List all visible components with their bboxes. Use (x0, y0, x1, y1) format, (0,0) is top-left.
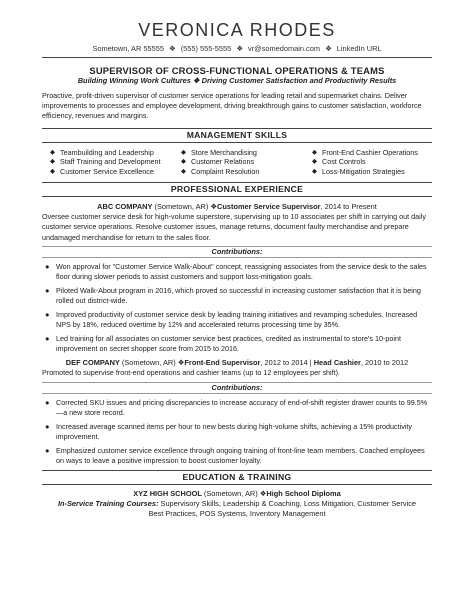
bullet-text: Led training for all associates on customer service best practices, credited as instrumental to store's 10-point improvement on secret shopper score from 2015 to 2016. (56, 334, 401, 354)
contact-phone: (555) 555-5555 (180, 44, 232, 53)
tagline-right: Driving Customer Satisfaction and Productivity Results (201, 76, 397, 85)
bullet-text: Increased average scanned items per hour to new bests during high-volume shifts, achieving a 15% productivity improvement. (56, 421, 412, 441)
bullet-icon: ● (45, 421, 50, 431)
diploma: High School Diploma (266, 489, 341, 499)
company-name: DEF COMPANY (65, 358, 120, 368)
diamond-bullet-icon: ◆ (50, 158, 56, 166)
job-dates: , 2010 to 2012 (360, 358, 409, 368)
profile-summary: Proactive, profit-driven supervisor of customer service operations for leading retail and supermarket chains. Deliver improvements to processes and employee development, driving breakthrough gains to customer satisfaction, workforce efficiency, revenues and margins. (42, 91, 422, 121)
skill-item (181, 148, 312, 158)
school-line (42, 489, 432, 499)
contributions-heading: Contributions: (42, 246, 432, 258)
bullet-icon: ● (45, 310, 50, 320)
skill-item (312, 157, 440, 167)
skill-label: Store Merchandising (191, 147, 257, 157)
job-dates: , 2014 to Present (320, 202, 377, 212)
candidate-name: VERONICA RHODES (138, 20, 336, 40)
list-item (42, 422, 432, 442)
skill-label: Cost Controls (322, 157, 366, 167)
contact-linkedin: LinkedIn URL (336, 44, 382, 53)
skill-item (181, 157, 312, 167)
diamond-bullet-icon: ◆ (312, 148, 318, 156)
list-item (42, 334, 432, 354)
diamond-bullet-icon: ◆ (312, 158, 318, 166)
skill-item (312, 167, 440, 177)
training-label: In-Service Training Courses: (57, 499, 159, 509)
skill-label: Teambuilding and Leadership (60, 147, 154, 157)
skill-item (181, 167, 312, 177)
job-role: Customer Service Supervisor (217, 202, 321, 212)
section-heading-experience: PROFESSIONAL EXPERIENCE (42, 182, 432, 197)
job-description: Oversee customer service desk for high-volume superstore, supervising up to 10 associates per shift in carrying out daily customer service operations. Resolve customer issues, manage returns, document faulty merchandise and prepare undamaged merchandise for return to the sales floor. (42, 212, 426, 242)
list-item (42, 262, 432, 282)
school-name: XYZ HIGH SCHOOL (133, 489, 202, 499)
skill-label: Customer Service Excellence (60, 166, 154, 176)
skill-label: Loss-Mitigation Strategies (322, 166, 405, 176)
contributions-list (42, 262, 432, 355)
bullet-icon: ● (45, 445, 50, 455)
skill-item (50, 148, 181, 158)
company-name: ABC COMPANY (97, 202, 153, 212)
job-role: Head Cashier (313, 358, 361, 368)
list-item (42, 286, 432, 306)
separator-icon: ❖ (236, 44, 243, 53)
school-location: (Sometown, AR) (201, 489, 260, 499)
separator-icon: ❖ (210, 202, 218, 212)
job-description: Promoted to supervise front-end operations and cashier teams (up to 12 employees per shift). (42, 368, 341, 378)
bullet-icon: ● (45, 285, 50, 295)
contributions-list (42, 398, 432, 467)
diamond-bullet-icon: ◆ (50, 148, 56, 156)
section-heading-education: EDUCATION & TRAINING (42, 470, 432, 485)
list-item (42, 446, 432, 466)
separator-icon: ❖ (259, 489, 267, 499)
skill-item (50, 167, 181, 177)
bullet-icon: ● (45, 261, 50, 271)
separator-icon: ❖ (169, 44, 176, 53)
separator-icon: ❖ (325, 44, 332, 53)
tagline-left: Building Winning Work Cultures (77, 76, 191, 85)
list-item (42, 310, 432, 330)
profile-title: SUPERVISOR OF CROSS-FUNCTIONAL OPERATIONS & TEAMS (89, 65, 385, 76)
bullet-text: Won approval for "Customer Service Walk-About" concept, reassigning associates from the service desk to the sales floor during slower periods to assist customers and support loss-mitigation goals. (56, 261, 427, 281)
separator-icon: ❖ (192, 76, 200, 85)
header-divider (42, 57, 432, 58)
skill-label: Complaint Resolution (191, 166, 260, 176)
bullet-icon: ● (45, 397, 50, 407)
skill-item (50, 157, 181, 167)
job-header (42, 358, 432, 368)
diamond-bullet-icon: ◆ (312, 167, 318, 175)
bullet-text: Corrected SKU issues and pricing discrepancies to increase accuracy of end-of-shift register drawer counts to 99.5%—a new store record. (56, 397, 428, 417)
skill-label: Staff Training and Development (60, 157, 161, 167)
job-role: Front-End Supervisor (184, 358, 261, 368)
training-courses: Supervisory Skills, Leadership & Coaching, Loss Mitigation, Customer Service (158, 499, 417, 509)
company-location: (Sometown, AR) (152, 202, 211, 212)
contributions-heading: Contributions: (42, 382, 432, 394)
company-location: (Sometown, AR) (119, 358, 178, 368)
skills-grid (42, 148, 432, 177)
training-line (42, 499, 432, 509)
skill-item (312, 148, 440, 158)
job-header (42, 202, 432, 212)
separator-icon: ❖ (177, 358, 185, 368)
diamond-bullet-icon: ◆ (181, 167, 187, 175)
section-heading-skills: MANAGEMENT SKILLS (42, 128, 432, 143)
skill-label: Front-End Cashier Operations (322, 147, 418, 157)
contact-email: vr@somedomain.com (248, 44, 321, 53)
job-dates: , 2012 to 2014 | (260, 358, 314, 368)
bullet-icon: ● (45, 334, 50, 344)
diamond-bullet-icon: ◆ (181, 148, 187, 156)
bullet-text: Emphasized customer service excellence through ongoing training of front-line team members. Coached employees on ways to leave a positive impression to boost customer loyalty. (56, 445, 425, 465)
diamond-bullet-icon: ◆ (50, 167, 56, 175)
skill-label: Customer Relations (191, 157, 255, 167)
bullet-text: Piloted Walk-About program in 2016, which proved so successful in increasing customer satisfaction that it is being rolled out district-wide. (56, 285, 421, 305)
list-item (42, 398, 432, 418)
profile-tagline (42, 76, 432, 86)
diamond-bullet-icon: ◆ (181, 158, 187, 166)
training-line-continued: Best Practices, POS Systems, Inventory Management (148, 509, 326, 519)
bullet-text: Improved productivity of customer service desk by leading training initiatives and revamping schedules. Increased NPS by 18%, reduced overtime by 12% and accelerated returns processing time by 35%. (56, 310, 418, 330)
contact-line (42, 44, 432, 54)
contact-location: Sometown, AR 55555 (92, 44, 164, 53)
